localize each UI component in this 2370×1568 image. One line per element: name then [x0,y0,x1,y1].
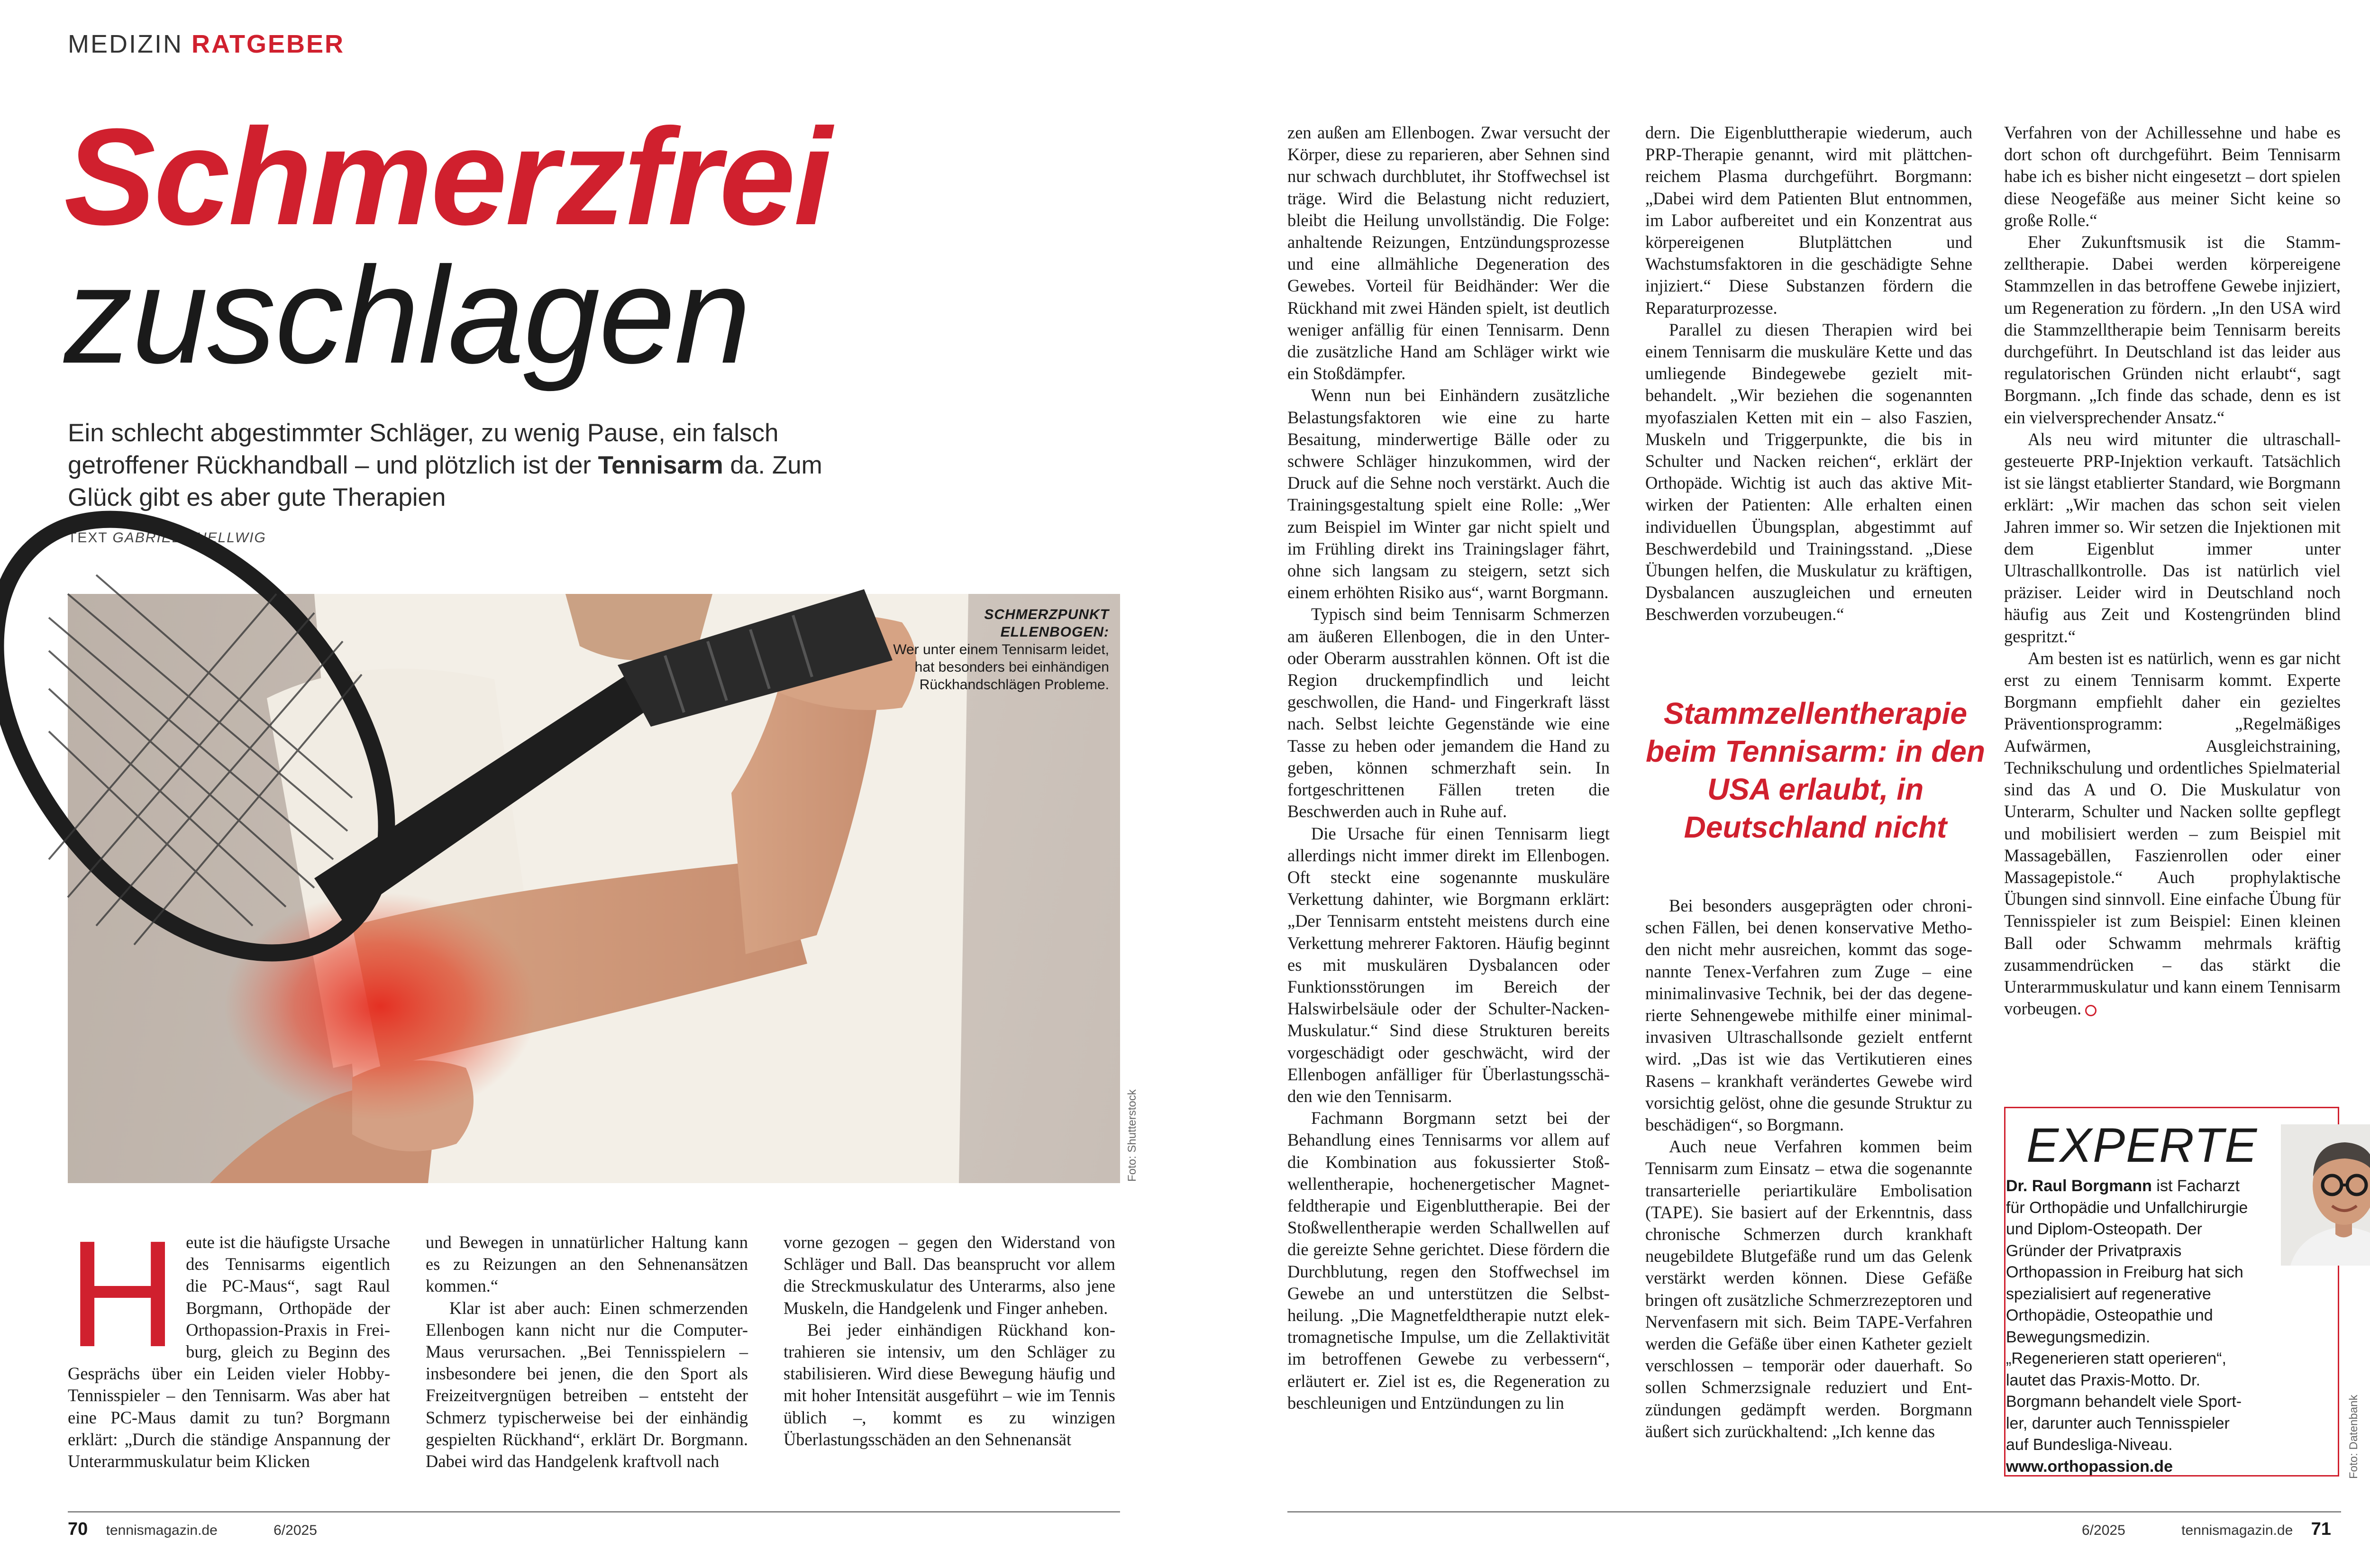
issue-right: 6/2025 [2082,1522,2125,1538]
column-2-paragraph-2: Klar ist aber auch: Einen schmerzenden Ellenbogen kann nicht nur die Computer-Maus verursachen. „Bei Tennisspielern – insbesondere bei jenen, die den Sport als Freizeitvergnügen betreiben – entsteht der Schmerz typischerweise bei der einhändig gespielten Rückhand“, erklärt Dr. Borgmann. Dabei wird das Handgelenk kraftvoll nach [426,1298,748,1471]
column-4-paragraph-4: Die Ursache für einen Tennisarm liegt allerdings nicht immer direkt im Ellenbogen. Oft steckt eine sogenannte muskuläre Verkettung dahinter, wie Borgmann erklärt: „Der Tennisarm entsteht meistens durch eine Verkettung mehrerer Faktoren. Häufig beginnt es mit muskulären Dysbalancen oder Funktionsstörungen im Bereich der Halswirbelsäule oder der Schulter-Nacken-Muskulatur.“ Sind diese Strukturen bereits vorgeschädigt oder geschwächt, wird der Ellenbogen anfälliger für Überlastungsschäden wie den Tennisarm. [1287,823,1610,1106]
dropcap: H [68,1209,178,1378]
site-right: tennismagazin.de [2181,1522,2293,1538]
article-column-3 [784,1231,1115,1450]
column-6-paragraph-3: Als neu wird mitunter die ultraschallgesteuerte PRP-Injektion verkauft. Tatsächlich ist sie längst etablierter Standard, wie Borgmann erklärt: „Wir machen das schon seit vielen Jahren immer so. Wir setzen die Injektionen mit dem Eigenblut immer unter Ultraschallkontrolle. Das ist natürlich viel präziser. Leider wird in Deutschland noch häufig aus Zeit und Kostengründen blind gespritzt.“ [2004,429,2341,646]
photo-credit: Foto: Shutterstock [1126,1089,1139,1182]
expert-portrait-image [2281,1124,2370,1266]
column-4-paragraph-5: Fachmann Borgmann setzt bei der Behandlung eines Tennisarms vor allem auf die Kombination aus fokussierter Stoßwellentherapie, hochenergetischer Magnetfeldtherapie und Eigenbluttherapie. Bei der Stoßwellentherapie werden Schallwellen auf die gereizte Sehne gerichtet. Diese fördern die Durchblutung, regen den Stoffwechsel im Gewebe an und unterstützen die Selbstheilung. „Die Magnetfeldtherapie nutzt elektromagnetische Impulse, um die Zellaktivität im betroffenen Gewebe zu verbessern“, erläutert er. Ziel ist es, die Regeneration zu beschleunigen und Entzündungen zu lin [1287,1108,1610,1413]
column-5-paragraph-4: Auch neue Verfahren kommen beim Tennisarm zum Einsatz – etwa die sogenannte transarterielle periartikuläre Embolisation (TAPE). Sie basiert auf der Erkenntnis, dass chronische Schmerzen durch krankhaft neugebildete Blutgefäße rund um das Gelenk verstärkt werden können. Diese Gefäße bringen oft zusätzliche Schmerzrezeptoren und Nervenfasern mit sich. Beim TAPE-Verfahren werden die Gefäße über einen Katheter gezielt verschlossen – temporär oder dauerhaft. So sollen Schmerzsignale reduziert und Entzündungen gedämpft werden. Borgmann äußert sich zurückhaltend: „Ich kenne das [1645,1137,1972,1441]
pull-quote: Stammzellentherapie beim Tennisarm: in den USA erlaubt, in Deutschland nicht [1646,696,1985,844]
expert-text [2006,1176,2252,1477]
column-1-paragraph: eute ist die häufigste Ursache des Tennisarms eigentlich die PC-Maus“, sagt Raul Borgmann, Orthopäde der Orthopassion-Praxis in Freiburg, gleich zu Beginn des Gesprächs über ein Leiden vieler Hobby-Tennisspieler – den Tennisarm. Was aber hat eine PC-Maus damit zu tun? Borgmann erklärt: „Durch die ständige Anspannung der Unterarmmuskulatur beim Klicken [68,1232,390,1471]
page-number-left: 70 [68,1519,88,1539]
column-4-paragraph-1: zen außen am Ellenbogen. Zwar versucht der Körper, diese zu reparieren, aber Sehnen sind nur schwach durchblutet, ihr Stoffwechsel ist träge. Wird die Belastung nicht reduziert, bleibt die Heilung unvollständig. Die Folge: anhaltende Reizungen, Entzündungsprozesse und eine allmähliche Degeneration des Gewebes. Vorteil für Beidhänder: Wer die Rückhand mit zwei Händen spielt, ist deutlich weniger anfällig für einen Tennisarm. Denn die zusätzliche Hand am Schläger wirkt wie ein Stoßdämpfer. [1287,123,1610,383]
intro-part-2: da. Zum Glück gibt es aber gute Therapien [68,451,822,511]
expert-name: Dr. Raul Borgmann [2006,1177,2152,1195]
expert-title: EXPERTE [2026,1118,2258,1172]
column-6-paragraph-4-text: Am besten ist es natürlich, wenn es gar nicht erst zu einem Tennisarm kommt. Experte Borgmann empfiehlt daher ein gezieltes Präventionsprogramm: „Regelmäßiges Aufwärmen, Ausgleichstraining, Technikschulung und ordentliches Spielmaterial sind das A und O. Die Muskulatur von Unterarm, Schulter und Nacken sollte gepflegt und mobilisiert werden – zum Beispiel mit Massagebällen, Faszienrollen oder einer Massagepistole.“ Auch prophylaktische Übungen sind sinnvoll. Eine einfache Übung für Tennisspieler ist zum Beispiel: Einen kleinen Ball oder Schwamm mehrmals kräftig zusammendrücken – das stärkt die Unterarmmuskulatur und kann einem Tennisarm vorbeugen. [2004,648,2341,1019]
footer-rule-left [68,1511,1120,1513]
page-number-right: 71 [2311,1519,2331,1539]
headline-line-1: Schmerzfrei [64,100,830,254]
headline-line-2: zuschlagen [64,238,750,392]
byline-author: GABRIELE HELLWIG [112,530,266,546]
article-column-5-top [1645,122,1972,626]
expert-portrait [2281,1124,2370,1266]
article-column-4 [1287,122,1610,1414]
column-4-paragraph-2: Wenn nun bei Einhändern zusätzliche Belastungsfaktoren wie eine zu harte Besaitung, minderwertige Bälle oder zu schwere Schläger hinzukommen, wird der Druck auf die Sehne noch verstärkt. Auch die Trainingsgestaltung spielt eine Rolle: „Wer zum Beispiel im Winter gar nicht spielt und im Frühling direkt ins Trainingslager fährt, ohne sich langsam zu steigern, setzt sich einem erhöhten Risiko aus“, warnt Borgmann. [1287,385,1610,602]
photo-caption [891,606,1109,693]
footer-right [2082,1519,2331,1540]
section-kicker [68,29,345,59]
expert-photo-credit: Foto: Datenbank [2347,1395,2360,1479]
article-column-2 [426,1231,748,1472]
column-6-paragraph-4 [2004,647,2341,1020]
caption-title: SCHMERZPUNKT ELLENBOGEN: [984,607,1109,640]
column-3-paragraph-1: vorne gezogen – gegen den Widerstand von Schläger und Ball. Das beansprucht vor allem die Streckmuskulatur des Unterarms, also jene Muskeln, die Handgelenk und Finger anheben. [784,1232,1115,1318]
column-3-paragraph-2: Bei jeder einhändigen Rückhand kontrahieren sie intensiv, um den Schläger zu stabilisieren. Wird diese Bewegung häufig und mit hoher Intensität ausgeführt – wie im Tennis üblich –, kommt es zu winzigen Überlastungsschäden an den Sehnenansät [784,1320,1115,1449]
expert-bio: ist Facharzt für Orthopädie und Unfallchirurgie und Diplom-Osteopath. Der Gründer der Privatpraxis Orthopassion in Freiburg hat sich spezialisiert auf regenerative Orthopädie, Osteopathie und Bewegungsmedizin. „Regenerieren statt operieren“, lautet das Praxis-Motto. Dr. Borgmann behandelt viele Sportler, darunter auch Tennisspieler auf Bundesliga-Niveau. [2006,1177,2248,1454]
end-mark-icon [2085,1005,2097,1016]
article-column-5-bottom [1645,895,1972,1442]
article-column-1 [68,1209,390,1472]
column-6-paragraph-1: Verfahren von der Achillessehne und habe es dort schon oft durchgeführt. Beim Tennisarm habe ich es bisher nicht eingesetzt – dort spielen diese Neogefäße aus meiner Sicht keine so große Rolle.“ [2004,123,2341,230]
intro-text [68,417,826,514]
column-2-paragraph-1: und Bewegen in unnatürlicher Haltung kann es zu Reizungen an den Sehnenansätzen kommen.“ [426,1232,748,1296]
caption-text: Wer unter einem Tennisarm leidet, hat besonders bei einhändigen Rückhandschlägen Probleme. [893,642,1109,693]
article-column-6 [2004,122,2341,1020]
site-left: tennismagazin.de [106,1522,218,1538]
column-5-paragraph-2: Parallel zu diesen Therapien wird bei einem Tennisarm die muskuläre Kette und das umliegende Bindegewebe gezielt mitbehandelt. „Wir beziehen die sogenannten myofaszialen Ketten mit ein – also Faszien, Muskeln und Triggerpunkte, die bis in Schulter und Nacken reichen“, erklärt der Orthopäde. Wichtig ist auch das aktive Mitwirken der Patienten: Alle erhalten einen individuellen Übungsplan, abgestimmt auf Beschwerdebild und Trainingsstand. „Diese Übungen helfen, die Muskulatur zu kräftigen, Dysbalancen auszugleichen und erneuten Beschwerden vorzubeugen.“ [1645,319,1972,624]
footer-rule-right [1287,1511,2341,1513]
section-highlight: RATGEBER [191,30,345,58]
column-4-paragraph-3: Typisch sind beim Tennisarm Schmerzen am äußeren Ellenbogen, die in den Unter- oder Oberarm ausstrahlen können. Oft ist die Region druckempfindlich und leicht geschwollen, die Hand- und Fingerkraft lässt nach. Selbst leichte Gegenstände wie eine Tasse zu heben oder jemandem die Hand zu geben, können schmerzhaft sein. In fortgeschrittenen Fällen treten die Beschwerden auch in Ruhe auf. [1287,604,1610,821]
column-5-paragraph-3: Bei besonders ausgeprägten oder chronischen Fällen, bei denen konservative Methoden nicht mehr ausreichen, kommt das sogenannte Tenex-Verfahren zum Zuge – eine minimalinvasive Technik, bei der das degenerierte Sehnengewebe mithilfe einer minimalinvasiven Ultraschallsonde gezielt entfernt wird. „Das ist wie das Vertikutieren eines Rasens – krankhaft verändertes Gewebe wird vorsichtig gelöst, ohne die gesunde Struktur zu beschädigen“, so Borgmann. [1645,896,1972,1135]
expert-url[interactable]: www.orthopassion.de [2006,1457,2173,1476]
section-label: MEDIZIN [68,30,183,58]
column-5-paragraph-1: dern. Die Eigenbluttherapie wiederum, auch PRP-Therapie genannt, wird mit plättchenreichem Plasma durchgeführt. Borgmann: „Dabei wird dem Patienten Blut entnommen, im Labor aufbereitet und ein Konzentrat aus körpereigenen Blutplättchen und Wachstumsfaktoren in die geschädigte Sehne injiziert.“ Diese Substanzen fördern die Reparaturprozesse. [1645,123,1972,318]
column-6-paragraph-2: Eher Zukunftsmusik ist die Stammzelltherapie. Dabei werden körpereigene Stammzellen in das betroffene Gewebe injiziert, um Regeneration zu fördern. „In den USA wird die Stammzelltherapie beim Tennisarm bereits durchgeführt. In Deutschland ist das leider aus regulatorischen Gründen nicht erlaubt“, sagt Borgmann. „Ich finde das schade, denn es ist ein vielversprechender Ansatz.“ [2004,232,2341,427]
byline-label: TEXT [68,530,108,546]
intro-part-1: Ein schlecht abgestimmter Schläger, zu wenig Pause, ein falsch getroffener Rückhandball – und plötzlich ist der [68,419,779,479]
footer-left [68,1519,317,1540]
issue-left: 6/2025 [273,1522,317,1538]
intro-bold: Tennisarm [598,451,723,479]
